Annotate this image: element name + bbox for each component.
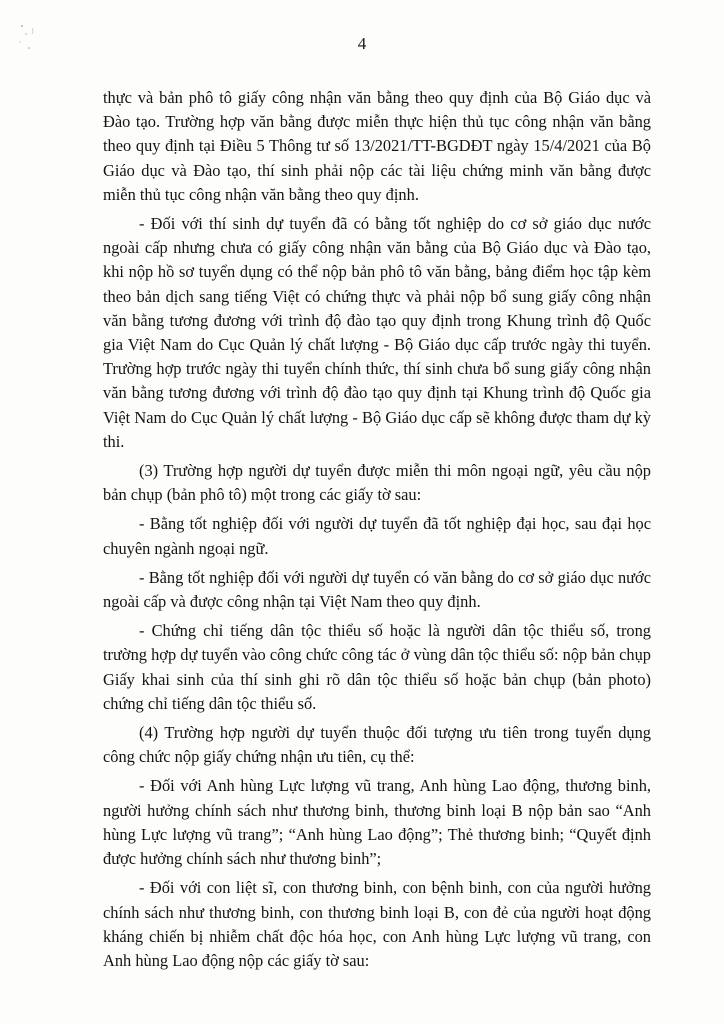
paragraph-priority-candidates: (4) Trường hợp người dự tuyển thuộc đối tượng ưu tiên trong tuyển dụng công chức nộp giấy chứng nhận ưu tiên, cụ thể:	[103, 723, 651, 767]
paragraph-ethnic-language-certificate: - Chứng chỉ tiếng dân tộc thiểu số hoặc là người dân tộc thiểu số, trong trường hợp dự tuyển vào công chức công tác ở vùng dân tộc thiểu số: nộp bản chụp Giấy khai sinh của thí sinh ghi rõ dân tộc thiểu số hoặc bản chụp (bản photo) chứng chỉ tiếng dân tộc thiểu số.	[103, 621, 651, 713]
paragraph-foreign-language-exemption: (3) Trường hợp người dự tuyển được miễn thi môn ngoại ngữ, yêu cầu nộp bản chụp (bản phô tô) một trong các giấy tờ sau:	[103, 461, 651, 505]
paragraph-foreign-issued-degree: - Bằng tốt nghiệp đối với người dự tuyển có văn bằng do cơ sở giáo dục nước ngoài cấp và được công nhận tại Việt Nam theo quy định.	[103, 567, 651, 612]
paragraph-foreign-degree: - Đối với thí sinh dự tuyển đã có bằng tốt nghiệp do cơ sở giáo dục nước ngoài cấp nhưng chưa có giấy công nhận văn bằng của Bộ Giáo dục và Đào tạo, khi nộp hồ sơ tuyển dụng có thể nộp bản phô tô văn bằng, bảng điểm học tập kèm theo bản dịch sang tiếng Việt có chứng thực và phải nộp bổ sung giấy công nhận văn bằng tương đương với trình độ đào tạo quy định trong Khung trình độ Quốc gia Việt Nam do Cục Quản lý chất lượng - Bộ Giáo dục cấp trước ngày thi tuyển. Trường hợp trước ngày thi tuyển chính thức, thí sinh chưa bổ sung giấy công nhận văn bằng tương đương với trình độ đào tạo quy định tại Khung trình độ Quốc gia Việt Nam do Cục Quản lý chất lượng - Bộ Giáo dục cấp sẽ không được tham dự kỳ thi.	[103, 214, 651, 451]
document-body	[103, 86, 651, 978]
paragraph-children-of-beneficiaries: - Đối với con liệt sĩ, con thương binh, con bệnh binh, con của người hưởng chính sách như thương binh, con thương binh loại B, con đẻ của người hoạt động kháng chiến bị nhiễm chất độc hóa học, con Anh hùng Lực lượng vũ trang, con Anh hùng Lao động nộp các giấy tờ sau:	[103, 878, 651, 970]
paragraph-heroes-and-veterans: - Đối với Anh hùng Lực lượng vũ trang, Anh hùng Lao động, thương binh, người hưởng chính sách như thương binh, thương binh loại B nộp bản sao “Anh hùng Lực lượng vũ trang”; “Anh hùng Lao động”; Thẻ thương binh; “Quyết định được hưởng chính sách như thương binh”;	[103, 776, 651, 869]
paragraph-recognition-continuation: thực và bản phô tô giấy công nhận văn bằng theo quy định của Bộ Giáo dục và Đào tạo. Trường hợp văn bằng được miễn thực hiện thủ tục công nhận văn bằng theo quy định tại Điều 5 Thông tư số 13/2021/TT-BGDĐT ngày 15/4/2021 của Bộ Giáo dục và Đào tạo, thí sinh phải nộp các tài liệu chứng minh văn bằng được miễn thủ tục công nhận văn bằng theo quy định.	[103, 88, 651, 204]
paragraph-language-degree: - Bằng tốt nghiệp đối với người dự tuyển đã tốt nghiệp đại học, sau đại học chuyên ngành ngoại ngữ.	[103, 514, 651, 558]
page-number: 4	[357, 34, 367, 53]
